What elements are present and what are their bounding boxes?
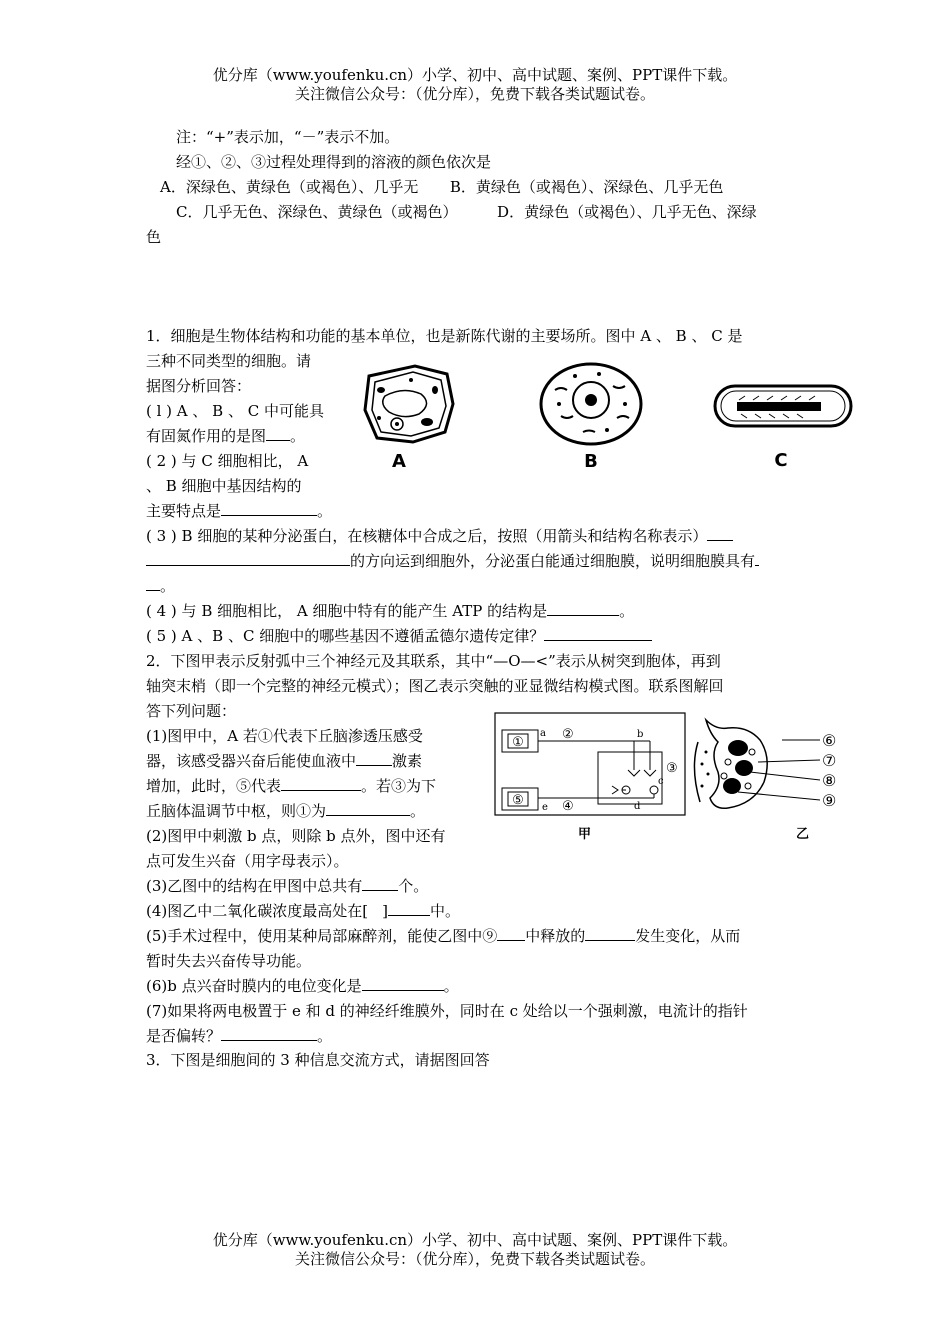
q2-part4-bracket: ] <box>382 902 388 920</box>
q1-part4 <box>146 599 634 623</box>
q1-part1-b-text: 有固氮作用的是图 <box>146 427 267 445</box>
answer-blank[interactable] <box>707 524 733 541</box>
q1-part2-c <box>146 499 332 523</box>
answer-blank[interactable] <box>755 549 759 566</box>
q2-part6-text: (6)b 点兴奋时膜内的电位变化是 <box>146 977 362 995</box>
answer-blank[interactable] <box>146 549 350 566</box>
page-header <box>0 66 950 104</box>
answer-blank[interactable] <box>356 749 392 766</box>
prev-option-a <box>160 175 723 199</box>
q2-stem-3: 答下列问题： <box>146 702 237 720</box>
q1-part1-end: 。 <box>290 427 306 445</box>
q2-part4-text: (4)图乙中二氧化碳浓度最高处在[ <box>146 902 369 920</box>
node-5-label: ⑤ <box>512 793 524 808</box>
q2-part2-a: (2)图甲中刺激 b 点，则除 b 点外，图中还有 <box>146 827 446 845</box>
point-c-label: c <box>658 776 664 787</box>
option-b-text: B．黄绿色（或褐色）、深绿色、几乎无色 <box>449 178 724 196</box>
q1-part2-end: 。 <box>317 502 333 520</box>
answer-blank[interactable] <box>547 599 619 616</box>
answer-blank[interactable] <box>585 924 635 941</box>
q2-part7-tail: 。 <box>317 1027 333 1045</box>
q1-stem-3: 据图分析回答： <box>146 377 252 395</box>
node-4-label: ④ <box>562 799 574 814</box>
q1-part1-b <box>146 424 305 448</box>
page-footer <box>0 1231 950 1269</box>
cell-a-label: A <box>392 451 406 472</box>
answer-blank[interactable] <box>221 499 317 516</box>
answer-blank[interactable] <box>388 899 430 916</box>
footer-line-1: 优分库（www.youfenku.cn）小学、初中、高中试题、案例、PPT课件下载。 <box>212 1231 738 1249</box>
q1-part2-b: 、 B 细胞中基因结构的 <box>146 477 302 495</box>
q2-part5-mid: 中释放的 <box>525 927 586 945</box>
answer-blank[interactable] <box>362 874 398 891</box>
footer-line-2: 关注微信公众号：（优分库），免费下载各类试题试卷。 <box>294 1250 655 1268</box>
figure-yi-label: 乙 <box>796 827 810 842</box>
q2-part5-cont: 暂时失去兴奋传导功能。 <box>146 952 312 970</box>
answer-blank[interactable] <box>281 774 361 791</box>
q2-stem-2: 轴突末梢（即一个完整的神经元模式）；图乙表示突触的亚显微结构模式图。联系图解回 <box>146 677 724 695</box>
q1-part2-a: ( 2 ) 与 C 细胞相比， A <box>146 452 309 470</box>
q2-part1-d-tail: 。 <box>410 802 426 820</box>
cell-c-label: C <box>774 450 788 471</box>
node-8-label: ⑧ <box>822 771 837 790</box>
node-1-label: ① <box>512 735 524 750</box>
q2-part3-tail: 个。 <box>398 877 429 895</box>
point-e-label: e <box>542 802 548 813</box>
q2-part7-b <box>146 1024 332 1048</box>
cell-b-image <box>541 364 641 444</box>
prev-note: 注：“+”表示加，“－”表示不加。 <box>176 128 400 146</box>
q2-part5 <box>146 924 740 948</box>
q1-part4-end: 。 <box>619 602 635 620</box>
answer-blank[interactable] <box>266 424 290 441</box>
point-a-label: a <box>540 728 546 739</box>
q2-part1-b-tail: 激素 <box>392 752 423 770</box>
header-line-1: 优分库（www.youfenku.cn）小学、初中、高中试题、案例、PPT课件下载。 <box>212 66 738 84</box>
q2-part1-d-text: 丘脑体温调节中枢，则①为 <box>146 802 327 820</box>
q2-part5-text: (5)手术过程中，使用某种局部麻醉剂，能使乙图中⑨ <box>146 927 498 945</box>
answer-blank[interactable] <box>544 624 652 641</box>
figure-jia-label: 甲 <box>578 827 592 842</box>
q2-part6 <box>146 974 459 998</box>
q1-part4-text: ( 4 ) 与 B 细胞相比， A 细胞中特有的能产生 ATP 的结构是 <box>146 602 548 620</box>
q2-part7-a: (7)如果将两电极置于 e 和 d 的神经纤维膜外，同时在 c 处给以一个强刺激，电流计的指针 <box>146 1002 748 1020</box>
q1-part3-c <box>146 574 175 598</box>
point-b-label: b <box>637 729 644 740</box>
q1-part5 <box>146 624 652 648</box>
q2-part1-d <box>146 799 425 823</box>
q1-part5-text: ( 5 ) A 、B 、C 细胞中的哪些基因不遵循孟德尔遗传定律？ <box>146 627 545 645</box>
q2-part3 <box>146 874 428 898</box>
answer-blank[interactable] <box>221 1024 317 1041</box>
q1-part1-a: ( l ) A 、 B 、 C 中可能具 <box>146 402 324 420</box>
answer-blank[interactable] <box>146 574 160 591</box>
node-3-label: ③ <box>666 761 678 776</box>
prev-option-c <box>176 200 757 224</box>
q2-part1-a: (1)图甲中，A 若①代表下丘脑渗透压感受 <box>146 727 423 745</box>
q1-stem-2: 三种不同类型的细胞。请 <box>146 352 312 370</box>
answer-blank[interactable] <box>326 799 410 816</box>
q2-part4 <box>146 899 460 923</box>
q1-part3-b-text: 的方向运到细胞外，分泌蛋白能通过细胞膜，说明细胞膜具有 <box>350 552 756 570</box>
prev-option-d-cont: 色 <box>146 228 162 246</box>
q2-stem-1: 2．下图甲表示反射弧中三个神经元及其联系，其中“—O—<”表示从树突到胞体，再到 <box>146 652 721 670</box>
q1-part3-b <box>146 549 759 573</box>
q3-stem: 3．下图是细胞间的 3 种信息交流方式，请据图回答 <box>146 1051 490 1069</box>
answer-blank[interactable] <box>362 974 444 991</box>
q2-part1-c-text: 增加，此时，⑤代表 <box>146 777 282 795</box>
option-a-text: A．深绿色、黄绿色（或褐色）、几乎无 <box>160 178 419 196</box>
q1-part2-c-text: 主要特点是 <box>146 502 222 520</box>
cell-b-label: B <box>584 451 598 472</box>
node-7-label: ⑦ <box>822 751 837 770</box>
q1-stem-1: 1．细胞是生物体结构和功能的基本单位，也是新陈代谢的主要场所。图中 A 、 B 、 C 是 <box>146 327 743 345</box>
cell-a-image <box>365 366 453 442</box>
node-9-label: ⑨ <box>822 791 837 810</box>
node-2-label: ② <box>562 727 574 742</box>
q2-part2-b: 点可发生兴奋（用字母表示）。 <box>146 852 349 870</box>
cell-c-image <box>715 386 851 426</box>
node-6-label: ⑥ <box>822 731 837 750</box>
q2-part4-tail: 中。 <box>429 902 460 920</box>
reflex-arc-figure <box>494 712 686 844</box>
option-d-text: D．黄绿色（或褐色）、几乎无色、深绿 <box>497 203 757 221</box>
q2-part1-b <box>146 749 422 773</box>
q1-part3-c-text: 。 <box>160 577 176 595</box>
q2-part7-text: 是否偏转？ <box>146 1027 222 1045</box>
option-c-text: C．几乎无色、深绿色、黄绿色（或褐色） <box>176 203 458 221</box>
q2-part3-text: (3)乙图中的结构在甲图中总共有 <box>146 877 363 895</box>
q1-part3-a-text: ( 3 ) B 细胞的某种分泌蛋白，在核糖体中合成之后，按照（用箭头和结构名称表示） <box>146 527 708 545</box>
q1-part3-a <box>146 524 733 548</box>
q2-part1-b-text: 器，该感受器兴奋后能使血液中 <box>146 752 357 770</box>
synapse-figure <box>688 712 848 844</box>
cell-figure <box>355 360 865 475</box>
q2-part6-tail: 。 <box>443 977 459 995</box>
answer-blank[interactable] <box>497 924 525 941</box>
q2-part1-c-tail: 。若③为下 <box>361 777 437 795</box>
q2-part5-tail: 发生变化，从而 <box>635 927 741 945</box>
header-line-2: 关注微信公众号：（优分库），免费下载各类试题试卷。 <box>294 85 655 103</box>
q2-part1-c <box>146 774 436 798</box>
prev-question: 经①、②、③过程处理得到的溶液的颜色依次是 <box>176 153 492 171</box>
point-d-label: d <box>634 801 641 812</box>
